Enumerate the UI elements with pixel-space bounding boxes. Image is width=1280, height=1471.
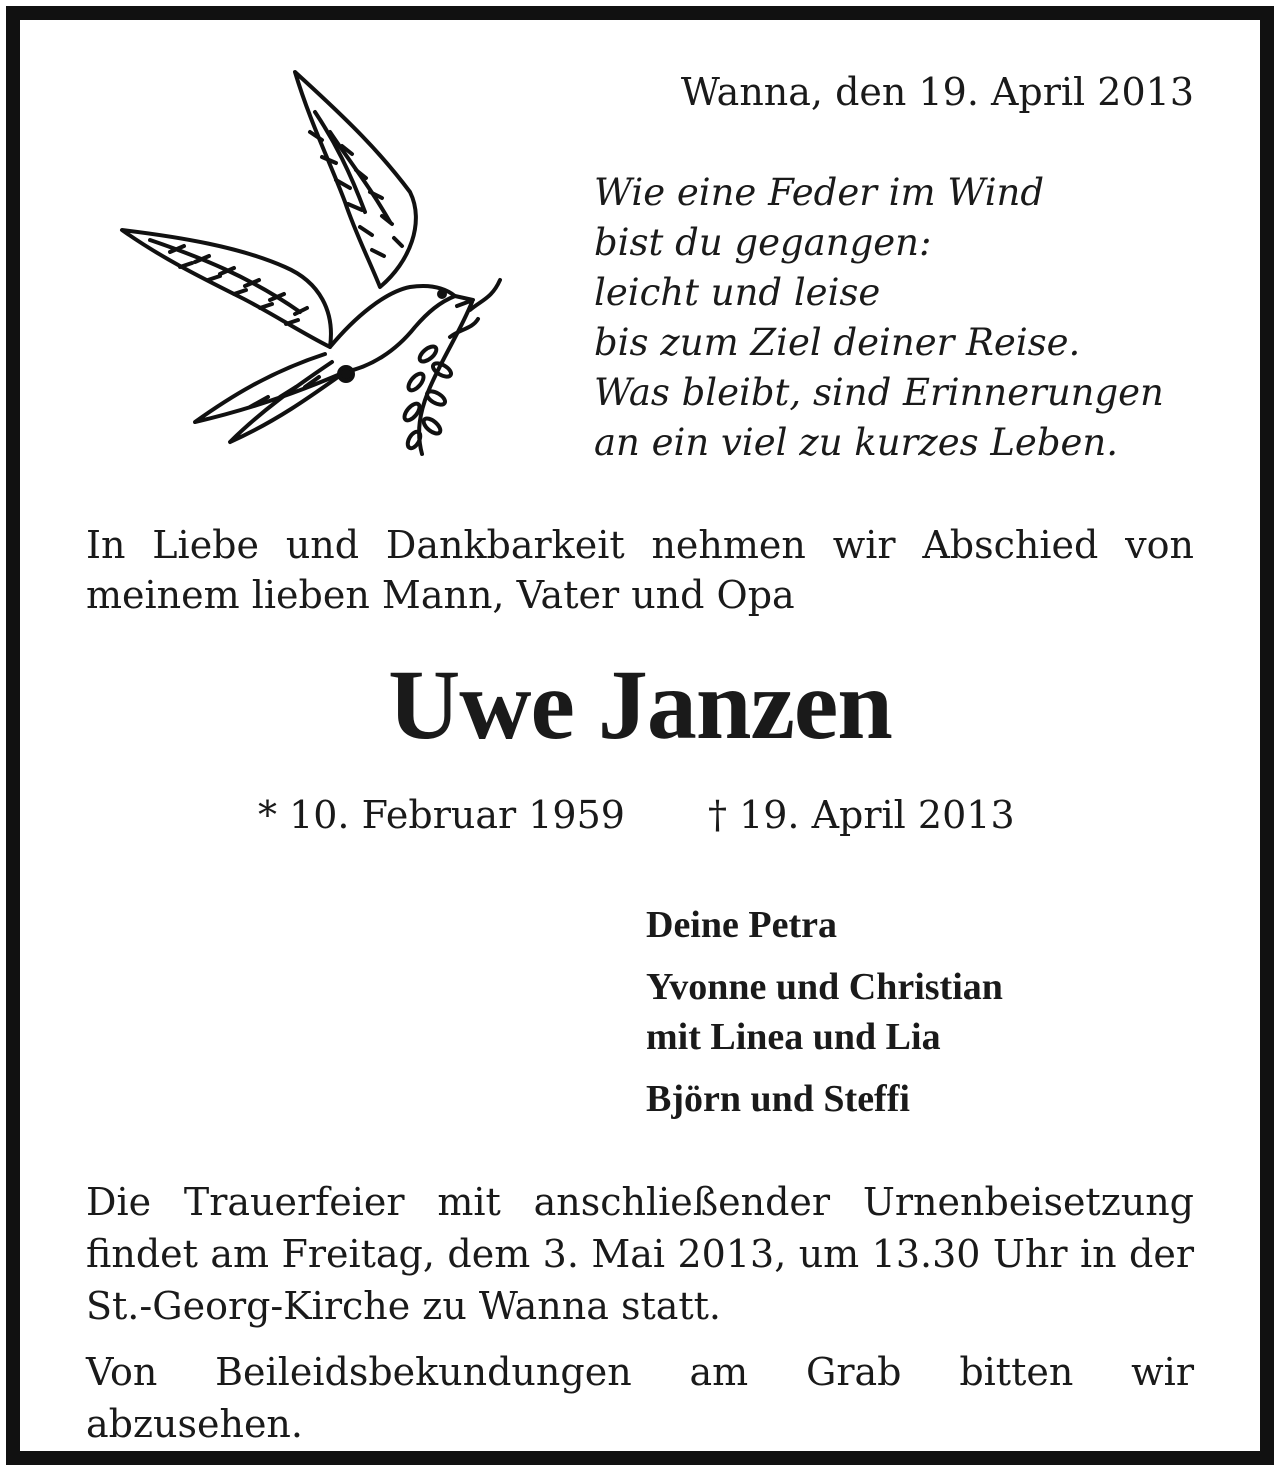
- poem: [594, 168, 1164, 468]
- poem-line: leicht und leise: [594, 271, 881, 314]
- farewell-intro: [86, 520, 1194, 620]
- ceremony-notice: [86, 1176, 1194, 1332]
- place-date: Wanna, den 19. April 2013: [680, 70, 1194, 114]
- mourner-line: Björn und Steffi: [646, 1078, 910, 1120]
- poem-line: an ein viel zu kurzes Leben.: [594, 421, 1118, 464]
- poem-line: bist du gegangen:: [594, 221, 932, 264]
- mourner-line: Yvonne und Christian: [646, 966, 1003, 1008]
- ceremony-line: findet am Freitag, dem 3. Mai 2013, um 13.30 Uhr in der: [86, 1232, 1194, 1276]
- ceremony-line: St.-Georg-Kirche zu Wanna statt.: [86, 1284, 722, 1328]
- mourners-list: [646, 900, 1003, 1124]
- birth-date: * 10. Februar 1959: [258, 793, 625, 837]
- death-date: † 19. April 2013: [708, 793, 1015, 837]
- poem-line: Was bleibt, sind Erinnerungen: [594, 371, 1164, 414]
- dove-with-olive-branch-icon: [110, 62, 510, 462]
- mourner-line: mit Linea und Lia: [646, 1016, 941, 1058]
- poem-line: bis zum Ziel deiner Reise.: [594, 321, 1081, 364]
- farewell-intro-line: meinem lieben Mann, Vater und Opa: [86, 573, 795, 617]
- poem-line: Wie eine Feder im Wind: [594, 171, 1045, 214]
- ceremony-line: Die Trauerfeier mit anschließender Urnenbeisetzung: [86, 1180, 1194, 1224]
- mourner-line: Deine Petra: [646, 904, 837, 946]
- deceased-name: Uwe Janzen: [388, 649, 892, 760]
- condolence-note: Von Beileidsbekundungen am Grab bitten wir abzusehen.: [86, 1350, 1194, 1446]
- farewell-intro-line: In Liebe und Dankbarkeit nehmen wir Abschied von: [86, 523, 1194, 567]
